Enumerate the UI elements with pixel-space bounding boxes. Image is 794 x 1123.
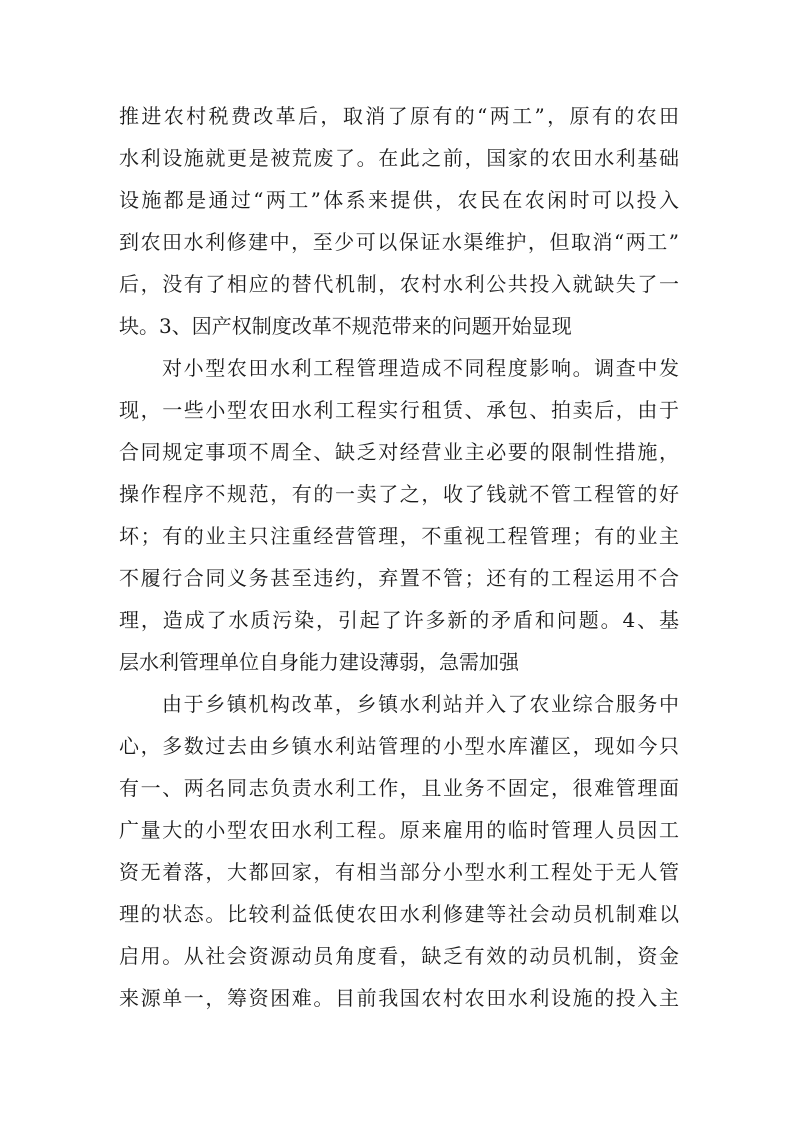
text-line: 操作程序不规范，有的一卖了之，收了钱就不管工程管的好 — [119, 482, 679, 506]
text-line: 到农田水利修建中，至少可以保证水渠维护，但取消“两工” — [119, 230, 679, 254]
paragraph-first-line: 由于乡镇机构改革，乡镇水利站并入了农业综合服务中 — [162, 692, 679, 716]
text-line: 合同规定事项不周全、缺乏对经营业主必要的限制性措施， — [119, 440, 679, 464]
text-line: 块。3、因产权制度改革不规范带来的问题开始显现 — [119, 314, 572, 338]
text-line: 广量大的小型农田水利工程。原来雇用的临时管理人员因工 — [119, 818, 679, 842]
text-line: 来源单一，筹资困难。目前我国农村农田水利设施的投入主 — [119, 986, 679, 1010]
text-line: 层水利管理单位自身能力建设薄弱，急需加强 — [119, 650, 519, 674]
text-line: 设施都是通过“两工”体系来提供，农民在农闲时可以投入 — [119, 188, 679, 212]
text-line: 坏；有的业主只注重经营管理，不重视工程管理；有的业主 — [119, 524, 679, 548]
text-line: 水利设施就更是被荒废了。在此之前，国家的农田水利基础 — [119, 146, 679, 170]
text-line: 现，一些小型农田水利工程实行租赁、承包、拍卖后，由于 — [119, 398, 679, 422]
text-line: 启用。从社会资源动员角度看，缺乏有效的动员机制，资金 — [119, 944, 679, 968]
paragraph-first-line: 对小型农田水利工程管理造成不同程度影响。调查中发 — [162, 356, 679, 380]
text-line: 心，多数过去由乡镇水利站管理的小型水库灌区，现如今只 — [119, 734, 679, 758]
text-line: 理，造成了水质污染，引起了许多新的矛盾和问题。4、基 — [119, 608, 679, 632]
text-line: 不履行合同义务甚至违约，弃置不管；还有的工程运用不合 — [119, 566, 679, 590]
text-line: 理的状态。比较利益低使农田水利修建等社会动员机制难以 — [119, 902, 679, 926]
text-line: 后，没有了相应的替代机制，农村水利公共投入就缺失了一 — [119, 272, 679, 296]
text-line: 有一、两名同志负责水利工作，且业务不固定，很难管理面 — [119, 776, 679, 800]
text-line: 资无着落，大都回家，有相当部分小型水利工程处于无人管 — [119, 860, 679, 884]
text-line: 推进农村税费改革后，取消了原有的“两工”，原有的农田 — [119, 104, 679, 128]
